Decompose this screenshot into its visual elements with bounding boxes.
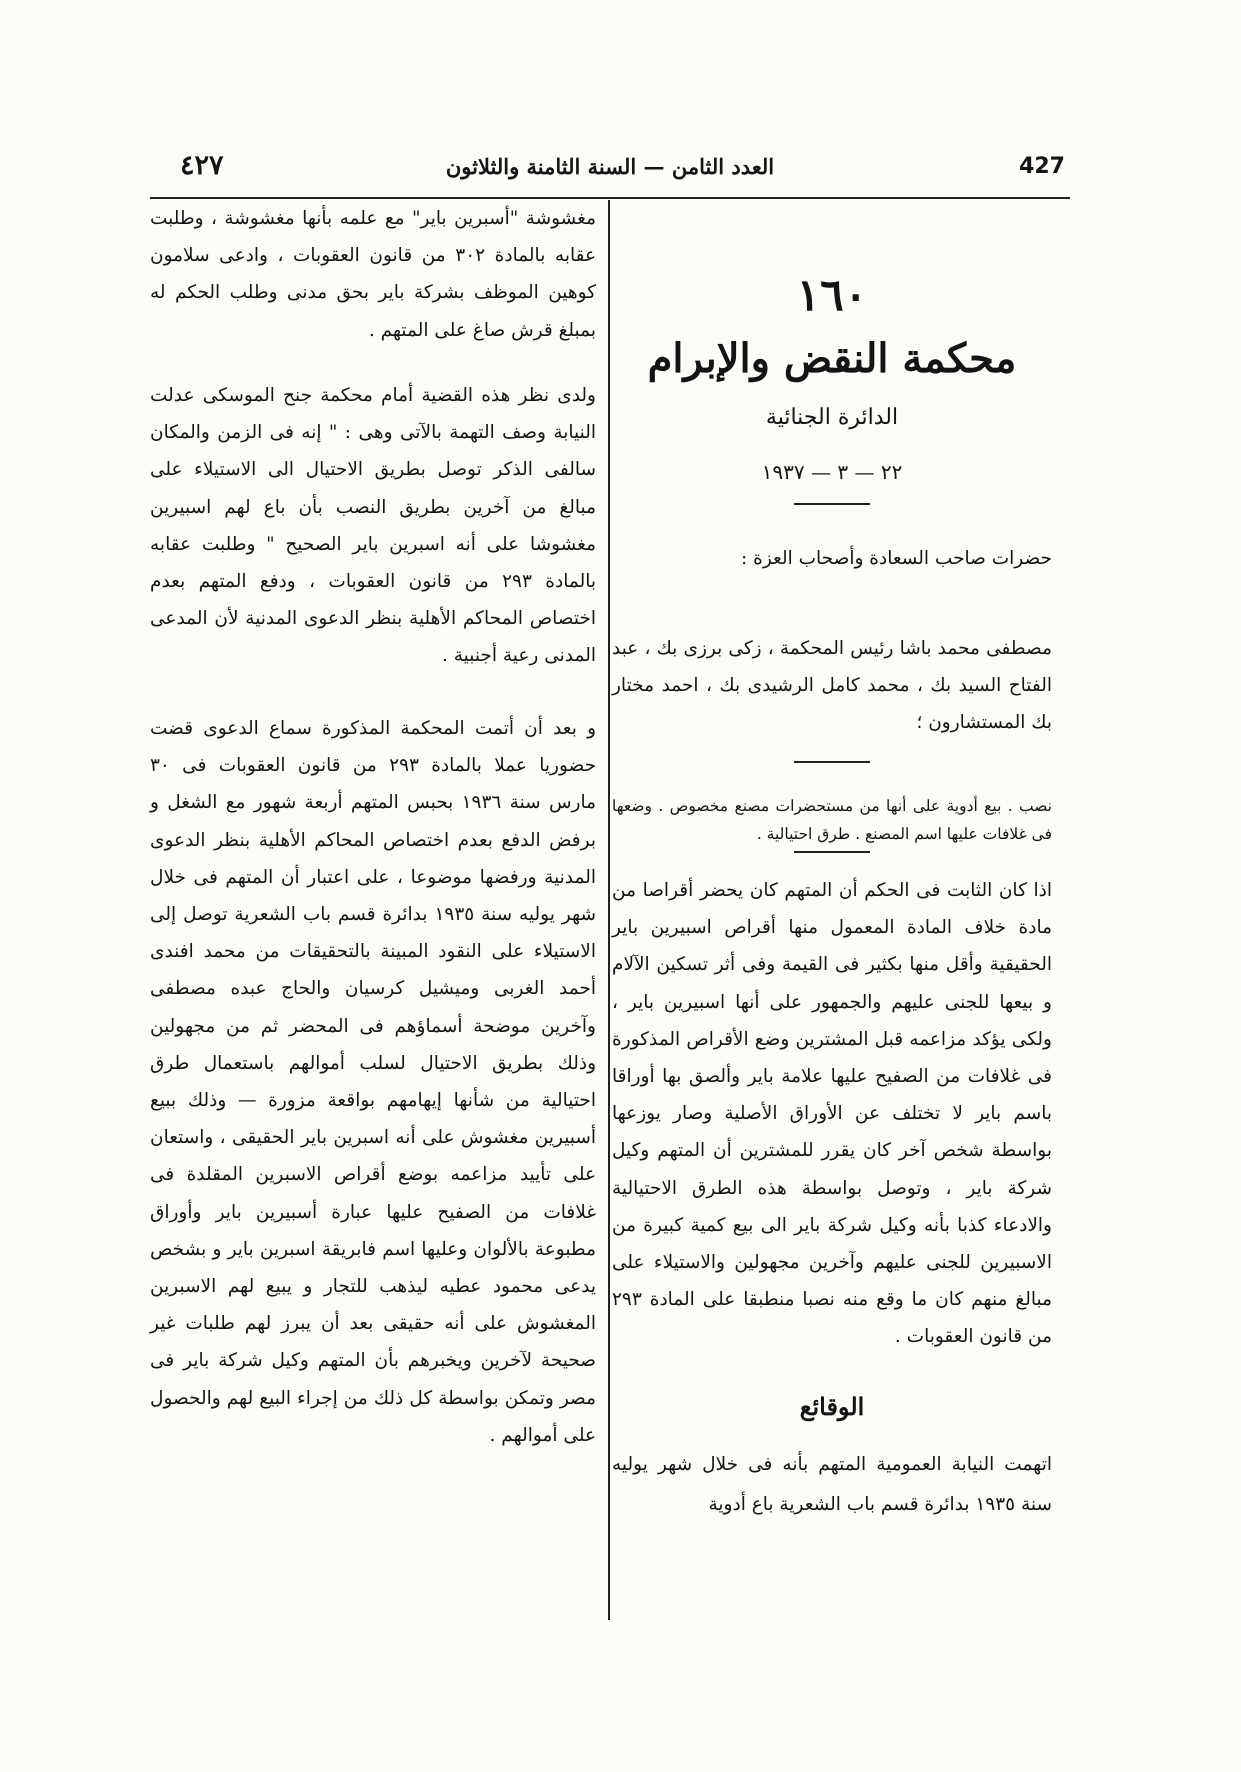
- headnote-summary: [612, 792, 1052, 848]
- header-rule: [150, 197, 1070, 199]
- holding-paragraph: [612, 872, 1052, 1356]
- facts-heading: الوقائع: [799, 1392, 865, 1421]
- paragraph-1: [150, 200, 596, 349]
- bench-intro: [612, 540, 1052, 577]
- bench-intro-text: حضرات صاحب السعادة وأصحاب العزة :: [741, 548, 1052, 569]
- chamber-name: الدائرة الجنائية: [765, 405, 899, 430]
- page-header: [150, 150, 1070, 190]
- paragraph-2: [150, 377, 596, 675]
- paragraph-1-text: مغشوشة "أسبرين باير" مع علمه بأنها مغشوشة ، وطلبت عقابه بالمادة ٣٠٢ من قانون العقوبات ، وادعى سلامون كوهين الموظف بشركة باير بحق مدنى وطلب الحكم له بمبلغ قرش صاغ على المتهم .: [150, 208, 596, 341]
- case-date: ٢٢ — ٣ — ١٩٣٧: [761, 460, 903, 484]
- left-column: [150, 200, 596, 1620]
- judges-list: [612, 630, 1052, 741]
- page-number-arabic: ٤٢٧: [180, 150, 224, 181]
- column-divider: [608, 200, 610, 1620]
- paragraph-3-text: و بعد أن أتمت المحكمة المذكورة سماع الدعوى قضت حضوريا عملا بالمادة ٢٩٣ من قانون العقوبات فى ٣٠ مارس سنة ١٩٣٦ بحبس المتهم أربعة شهور مع الشغل و برفض الدفع بعدم اختصاص المحاكم الأهلية بنظر الدعوى المدنية ورفضها موضوعا ، على اعتبار أن المتهم فى خلال شهر يوليه سنة ١٩٣٥ بدائرة قسم باب الشعرية توصل إلى الاستيلاء على النقود المبينة بالتحقيقات من محمد افندى أحمد الغربى وميشيل كرسيان والحاج عبده مصطفى وآخرين موضحة أسماؤهم فى المحضر ثم من مجهولين وذلك بطريق الاحتيال لسلب أموالهم باستعمال طرق احتيالية من شأنها إيهامهم بواقعة مزورة — وذلك ببيع أسبيرين مغشوش على أنه اسبرين باير الحقيقى ، واستعان على تأييد مزاعمه بوضع أقراص الاسبرين المقلدة فى غلافات من الصفيح عليها عبارة أسبيرين باير وأوراق مطبوعة بالألوان وعليها اسم فابريقة اسبرين باير و بشخص يدعى محمود عطيه ليذهب للتجار و يبيع لهم الاسبرين المغشوش على أنه حقيقى بعد أن يبرز لهم طلبات غير صحيحة لآخرين ويخبرهم بأن المتهم وكيل شركة باير فى مصر وتمكن بواسطة كل ذلك من إجراء البيع لهم والحصول على أموالهم .: [150, 718, 597, 1446]
- section-divider: [794, 851, 870, 853]
- judges-text: مصطفى محمد باشا رئيس المحكمة ، زكى برزى بك ، عبد الفتاح السيد بك ، محمد كامل الرشيدى بك ، احمد مختار بك المستشارون ؛: [612, 638, 1052, 733]
- case-number: ١٦٠: [796, 270, 868, 321]
- journal-issue-title: العدد الثامن — السنة الثامنة والثلاثون: [445, 154, 775, 179]
- facts-paragraph: [612, 1445, 1052, 1525]
- headnote-text: نصب . بيع أدوية على أنها من مستحضرات مصنع مخصوص . وضعها فى غلافات عليها اسم المصنع . طرق احتيالية .: [612, 797, 1052, 843]
- section-divider: [794, 503, 870, 505]
- paragraph-3: [150, 710, 596, 1454]
- paragraph-2-text: ولدى نظر هذه القضية أمام محكمة جنح الموسكى عدلت النيابة وصف التهمة بالآتى وهى : " إنه فى الزمن والمكان سالفى الذكر توصل بطريق الاحتيال الى الاستيلاء على مبالغ من آخرين بطريق النصب بأن باع لهم اسبيرين مغشوشا على أنه اسبرين باير الصحيح " وطلبت عقابه بالمادة ٢٩٣ من قانون العقوبات ، ودفع المتهم بعدم اختصاص المحاكم الأهلية بنظر الدعوى المدنية لأن المدعى المدنى رعية أجنبية .: [150, 385, 596, 667]
- facts-text: اتهمت النيابة العمومية المتهم بأنه فى خلال شهر يوليه سنة ١٩٣٥ بدائرة قسم باب الشعرية باع أدوية: [612, 1454, 1052, 1515]
- page-number: 427: [1019, 154, 1065, 179]
- section-divider: [794, 761, 870, 763]
- holding-text: اذا كان الثابت فى الحكم أن المتهم كان يحضر أقراصا من مادة خلاف المادة المعمول منها أقراص اسبيرين باير الحقيقية وأقل منها بكثير فى القيمة وفى أثر تسكين الآلام و بيعها للجنى عليهم والجمهور على أنها اسبيرين باير ، ولكى يؤكد مزاعمه قبل المشترين وضع الأقراص المذكورة فى غلافات من الصفيح عليها علامة باير وألصق بها أوراقا باسم باير لا تختلف عن الأوراق الأصلية وصار يوزعها بواسطة شخص آخر كان يقرر للمشترين أن المتهم وكيل شركة باير ، وتوصل بواسطة هذه الطرق الاحتيالية والادعاء كذبا بأنه وكيل شركة باير الى بيع كمية كبيرة من الاسبيرين للجنى عليهم وآخرين مجهولين والاستيلاء على مبالغ منهم كان ما وقع منه نصبا منطبقا على المادة ٢٩٣ من قانون العقوبات .: [612, 880, 1052, 1348]
- right-column: [612, 200, 1052, 1620]
- court-name: محكمة النقض والإبرام: [647, 335, 1017, 382]
